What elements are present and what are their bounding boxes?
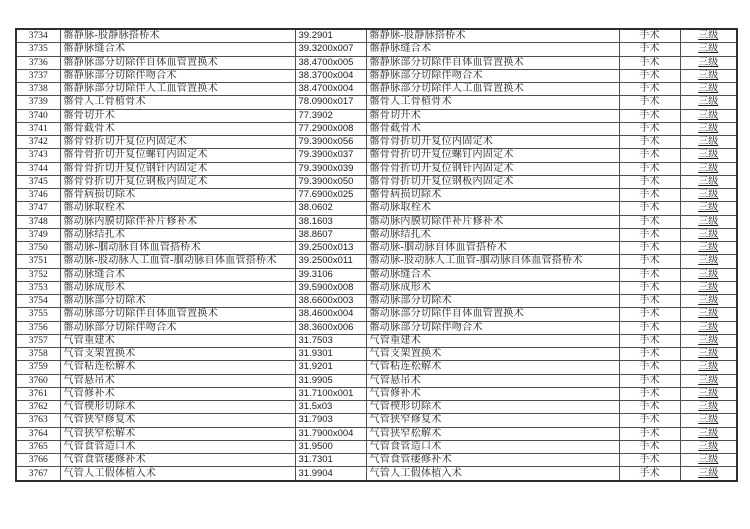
- level-cell: 三级: [680, 96, 737, 109]
- procedure-name-repeat-cell: 髂动脉部分切除术: [366, 295, 619, 308]
- level-cell: 三级: [680, 122, 737, 135]
- table-row: [16, 215, 737, 228]
- procedure-name-repeat-cell: 髂静脉部分切除伴自体血管置换术: [366, 56, 619, 69]
- procedure-name-cell: 髂骨骨折切开复位钢板内固定术: [60, 175, 295, 188]
- level-cell: 三级: [680, 348, 737, 361]
- table-row: [16, 414, 737, 427]
- procedure-name-cell: 气管修补术: [60, 387, 295, 400]
- seq-cell: 3747: [16, 202, 60, 215]
- seq-cell: 3738: [16, 83, 60, 96]
- level-cell: 三级: [680, 281, 737, 294]
- level-cell: 三级: [680, 162, 737, 175]
- code-cell: 39.2500x011: [295, 255, 366, 268]
- procedure-name-cell: 气管悬吊术: [60, 374, 295, 387]
- category-cell: 手术: [619, 334, 680, 347]
- code-cell: 38.4700x004: [295, 83, 366, 96]
- seq-cell: 3761: [16, 387, 60, 400]
- category-cell: 手术: [619, 149, 680, 162]
- procedure-name-cell: 髂动脉部分切除术: [60, 295, 295, 308]
- level-cell: 三级: [680, 149, 737, 162]
- level-cell: 三级: [680, 295, 737, 308]
- level-cell: 三级: [680, 467, 737, 481]
- procedure-name-cell: 气管楔形切除术: [60, 401, 295, 414]
- category-cell: 手术: [619, 228, 680, 241]
- procedure-name-repeat-cell: 气管重建术: [366, 334, 619, 347]
- level-cell: 三级: [680, 56, 737, 69]
- category-cell: 手术: [619, 440, 680, 453]
- table-row: [16, 175, 737, 188]
- table-row: [16, 56, 737, 69]
- procedure-name-repeat-cell: 髂动脉取栓术: [366, 202, 619, 215]
- code-cell: 38.3600x006: [295, 321, 366, 334]
- seq-cell: 3746: [16, 189, 60, 202]
- table-row: [16, 440, 737, 453]
- procedure-name-cell: 气管狭窄修复术: [60, 414, 295, 427]
- procedure-name-repeat-cell: 气管粘连松解术: [366, 361, 619, 374]
- procedure-name-cell: 气管食管造口术: [60, 440, 295, 453]
- seq-cell: 3750: [16, 242, 60, 255]
- procedure-name-cell: 髂骨病损切除术: [60, 189, 295, 202]
- code-cell: 39.3106: [295, 268, 366, 281]
- seq-cell: 3736: [16, 56, 60, 69]
- seq-cell: 3762: [16, 401, 60, 414]
- seq-cell: 3740: [16, 109, 60, 122]
- level-cell: 三级: [680, 374, 737, 387]
- procedure-name-cell: 髂静脉部分切除伴吻合术: [60, 69, 295, 82]
- procedure-name-repeat-cell: 气管食管瘘修补术: [366, 454, 619, 467]
- category-cell: 手术: [619, 308, 680, 321]
- code-cell: 79.3900x037: [295, 149, 366, 162]
- category-cell: 手术: [619, 29, 680, 43]
- level-cell: 三级: [680, 427, 737, 440]
- procedure-name-cell: 髂动脉-腘动脉自体血管搭桥术: [60, 242, 295, 255]
- procedure-name-cell: 髂动脉内膜切除伴补片修补术: [60, 215, 295, 228]
- table-row: [16, 149, 737, 162]
- seq-cell: 3766: [16, 454, 60, 467]
- code-cell: 79.3900x056: [295, 136, 366, 149]
- seq-cell: 3764: [16, 427, 60, 440]
- category-cell: 手术: [619, 43, 680, 56]
- seq-cell: 3765: [16, 440, 60, 453]
- procedure-name-repeat-cell: 髂骨切开术: [366, 109, 619, 122]
- level-cell: 三级: [680, 109, 737, 122]
- level-cell: 三级: [680, 228, 737, 241]
- procedure-name-repeat-cell: 髂骨截骨术: [366, 122, 619, 135]
- procedure-name-repeat-cell: 髂骨骨折切开复位内固定术: [366, 136, 619, 149]
- procedure-name-repeat-cell: 髂静脉部分切除伴吻合术: [366, 69, 619, 82]
- level-cell: 三级: [680, 321, 737, 334]
- category-cell: 手术: [619, 69, 680, 82]
- table-row: [16, 281, 737, 294]
- table-row: [16, 109, 737, 122]
- category-cell: 手术: [619, 162, 680, 175]
- category-cell: 手术: [619, 427, 680, 440]
- table-row: [16, 228, 737, 241]
- category-cell: 手术: [619, 321, 680, 334]
- procedure-name-repeat-cell: 髂骨病损切除术: [366, 189, 619, 202]
- table-row: [16, 136, 737, 149]
- category-cell: 手术: [619, 122, 680, 135]
- category-cell: 手术: [619, 268, 680, 281]
- procedure-name-cell: 髂静脉-股静脉搭桥术: [60, 29, 295, 43]
- procedure-name-repeat-cell: 髂动脉部分切除伴吻合术: [366, 321, 619, 334]
- seq-cell: 3749: [16, 228, 60, 241]
- table-row: [16, 202, 737, 215]
- code-cell: 31.7100x001: [295, 387, 366, 400]
- level-cell: 三级: [680, 69, 737, 82]
- procedure-name-cell: 髂静脉部分切除伴自体血管置换术: [60, 56, 295, 69]
- procedure-name-repeat-cell: 髂骨骨折切开复位钢板内固定术: [366, 175, 619, 188]
- category-cell: 手术: [619, 255, 680, 268]
- seq-cell: 3755: [16, 308, 60, 321]
- procedure-name-repeat-cell: 髂动脉-腘动脉自体血管搭桥术: [366, 242, 619, 255]
- seq-cell: 3759: [16, 361, 60, 374]
- procedure-name-repeat-cell: 气管人工假体植入术: [366, 467, 619, 481]
- procedure-name-cell: 髂骨人工骨植骨术: [60, 96, 295, 109]
- code-cell: 38.8607: [295, 228, 366, 241]
- category-cell: 手术: [619, 242, 680, 255]
- seq-cell: 3767: [16, 467, 60, 481]
- table-row: [16, 334, 737, 347]
- seq-cell: 3739: [16, 96, 60, 109]
- table-row: [16, 83, 737, 96]
- procedure-name-cell: 髂骨骨折切开复位螺钉内固定术: [60, 149, 295, 162]
- seq-cell: 3743: [16, 149, 60, 162]
- procedure-name-repeat-cell: 气管修补术: [366, 387, 619, 400]
- level-cell: 三级: [680, 361, 737, 374]
- seq-cell: 3760: [16, 374, 60, 387]
- seq-cell: 3751: [16, 255, 60, 268]
- level-cell: 三级: [680, 334, 737, 347]
- code-cell: 38.4600x004: [295, 308, 366, 321]
- category-cell: 手术: [619, 467, 680, 481]
- category-cell: 手术: [619, 215, 680, 228]
- seq-cell: 3754: [16, 295, 60, 308]
- procedure-name-repeat-cell: 髂动脉成形术: [366, 281, 619, 294]
- seq-cell: 3758: [16, 348, 60, 361]
- category-cell: 手术: [619, 454, 680, 467]
- level-cell: 三级: [680, 43, 737, 56]
- category-cell: 手术: [619, 83, 680, 96]
- code-cell: 39.5900x008: [295, 281, 366, 294]
- code-cell: 38.4700x005: [295, 56, 366, 69]
- table-row: [16, 162, 737, 175]
- procedure-name-repeat-cell: 髂动脉缝合术: [366, 268, 619, 281]
- level-cell: 三级: [680, 189, 737, 202]
- seq-cell: 3753: [16, 281, 60, 294]
- code-cell: 31.7900x004: [295, 427, 366, 440]
- procedure-name-cell: 气管人工假体植入术: [60, 467, 295, 481]
- table-row: [16, 242, 737, 255]
- procedure-name-cell: 髂静脉部分切除伴人工血管置换术: [60, 83, 295, 96]
- procedure-name-cell: 髂骨截骨术: [60, 122, 295, 135]
- level-cell: 三级: [680, 401, 737, 414]
- level-cell: 三级: [680, 255, 737, 268]
- category-cell: 手术: [619, 189, 680, 202]
- procedure-name-cell: 髂动脉部分切除伴吻合术: [60, 321, 295, 334]
- code-cell: 31.7301: [295, 454, 366, 467]
- level-cell: 三级: [680, 175, 737, 188]
- code-cell: 31.9301: [295, 348, 366, 361]
- procedure-name-repeat-cell: 气管狭窄修复术: [366, 414, 619, 427]
- table-row: [16, 374, 737, 387]
- seq-cell: 3745: [16, 175, 60, 188]
- level-cell: 三级: [680, 454, 737, 467]
- level-cell: 三级: [680, 136, 737, 149]
- table-row: [16, 308, 737, 321]
- category-cell: 手术: [619, 387, 680, 400]
- category-cell: 手术: [619, 401, 680, 414]
- table-row: [16, 321, 737, 334]
- level-cell: 三级: [680, 215, 737, 228]
- seq-cell: 3737: [16, 69, 60, 82]
- code-cell: 31.7903: [295, 414, 366, 427]
- table-row: [16, 427, 737, 440]
- level-cell: 三级: [680, 83, 737, 96]
- table-row: [16, 96, 737, 109]
- level-cell: 三级: [680, 268, 737, 281]
- category-cell: 手术: [619, 348, 680, 361]
- category-cell: 手术: [619, 361, 680, 374]
- table-row: [16, 255, 737, 268]
- table-row: [16, 348, 737, 361]
- code-cell: 39.2901: [295, 29, 366, 43]
- code-cell: 77.6900x025: [295, 189, 366, 202]
- level-cell: 三级: [680, 202, 737, 215]
- table-row: [16, 454, 737, 467]
- seq-cell: 3756: [16, 321, 60, 334]
- code-cell: 31.9500: [295, 440, 366, 453]
- procedure-name-cell: 髂骨骨折切开复位内固定术: [60, 136, 295, 149]
- code-cell: 38.6600x003: [295, 295, 366, 308]
- procedure-name-cell: 气管食管瘘修补术: [60, 454, 295, 467]
- procedure-name-cell: 气管重建术: [60, 334, 295, 347]
- code-cell: 31.5x03: [295, 401, 366, 414]
- procedure-name-repeat-cell: 髂动脉内膜切除伴补片修补术: [366, 215, 619, 228]
- code-cell: 77.3902: [295, 109, 366, 122]
- code-cell: 31.9904: [295, 467, 366, 481]
- table-row: [16, 467, 737, 481]
- table-row: [16, 43, 737, 56]
- procedure-table: [15, 28, 738, 482]
- procedure-name-repeat-cell: 髂静脉部分切除伴人工血管置换术: [366, 83, 619, 96]
- procedure-name-repeat-cell: 气管悬吊术: [366, 374, 619, 387]
- table-row: [16, 401, 737, 414]
- level-cell: 三级: [680, 242, 737, 255]
- procedure-name-cell: 髂骨切开术: [60, 109, 295, 122]
- procedure-name-cell: 髂动脉-股动脉人工血管-腘动脉自体血管搭桥术: [60, 255, 295, 268]
- code-cell: 38.1603: [295, 215, 366, 228]
- procedure-name-cell: 髂骨骨折切开复位钢针内固定术: [60, 162, 295, 175]
- code-cell: 79.3900x050: [295, 175, 366, 188]
- code-cell: 31.9201: [295, 361, 366, 374]
- category-cell: 手术: [619, 109, 680, 122]
- table-row: [16, 29, 737, 43]
- code-cell: 39.2500x013: [295, 242, 366, 255]
- level-cell: 三级: [680, 308, 737, 321]
- level-cell: 三级: [680, 387, 737, 400]
- code-cell: 31.9905: [295, 374, 366, 387]
- procedure-table-body: [16, 29, 737, 481]
- code-cell: 31.7503: [295, 334, 366, 347]
- procedure-name-cell: 气管支架置换术: [60, 348, 295, 361]
- table-row: [16, 295, 737, 308]
- procedure-name-repeat-cell: 髂动脉部分切除伴自体血管置换术: [366, 308, 619, 321]
- procedure-name-repeat-cell: 气管楔形切除术: [366, 401, 619, 414]
- procedure-name-cell: 髂动脉取栓术: [60, 202, 295, 215]
- code-cell: 79.3900x039: [295, 162, 366, 175]
- category-cell: 手术: [619, 136, 680, 149]
- procedure-name-repeat-cell: 气管支架置换术: [366, 348, 619, 361]
- table-row: [16, 69, 737, 82]
- seq-cell: 3763: [16, 414, 60, 427]
- code-cell: 39.3200x007: [295, 43, 366, 56]
- procedure-name-cell: 髂静脉缝合术: [60, 43, 295, 56]
- seq-cell: 3752: [16, 268, 60, 281]
- procedure-name-repeat-cell: 髂骨骨折切开复位钢针内固定术: [366, 162, 619, 175]
- seq-cell: 3735: [16, 43, 60, 56]
- procedure-name-repeat-cell: 髂静脉-股静脉搭桥术: [366, 29, 619, 43]
- category-cell: 手术: [619, 295, 680, 308]
- seq-cell: 3742: [16, 136, 60, 149]
- procedure-name-repeat-cell: 髂骨骨折切开复位螺钉内固定术: [366, 149, 619, 162]
- code-cell: 77.2900x008: [295, 122, 366, 135]
- level-cell: 三级: [680, 29, 737, 43]
- procedure-name-cell: 髂动脉缝合术: [60, 268, 295, 281]
- code-cell: 38.0602: [295, 202, 366, 215]
- procedure-name-repeat-cell: 气管食管造口术: [366, 440, 619, 453]
- category-cell: 手术: [619, 374, 680, 387]
- table-row: [16, 268, 737, 281]
- category-cell: 手术: [619, 202, 680, 215]
- seq-cell: 3741: [16, 122, 60, 135]
- table-row: [16, 387, 737, 400]
- seq-cell: 3748: [16, 215, 60, 228]
- category-cell: 手术: [619, 281, 680, 294]
- procedure-name-cell: 髂动脉成形术: [60, 281, 295, 294]
- category-cell: 手术: [619, 414, 680, 427]
- procedure-name-cell: 气管粘连松解术: [60, 361, 295, 374]
- procedure-name-cell: 髂动脉部分切除伴自体血管置换术: [60, 308, 295, 321]
- level-cell: 三级: [680, 440, 737, 453]
- seq-cell: 3744: [16, 162, 60, 175]
- procedure-name-repeat-cell: 髂动脉结扎术: [366, 228, 619, 241]
- procedure-name-repeat-cell: 髂静脉缝合术: [366, 43, 619, 56]
- seq-cell: 3757: [16, 334, 60, 347]
- category-cell: 手术: [619, 56, 680, 69]
- category-cell: 手术: [619, 175, 680, 188]
- table-row: [16, 122, 737, 135]
- procedure-name-cell: 髂动脉结扎术: [60, 228, 295, 241]
- procedure-name-repeat-cell: 气管狭窄松解术: [366, 427, 619, 440]
- code-cell: 38.3700x004: [295, 69, 366, 82]
- seq-cell: 3734: [16, 29, 60, 43]
- table-row: [16, 361, 737, 374]
- procedure-name-repeat-cell: 髂动脉-股动脉人工血管-腘动脉自体血管搭桥术: [366, 255, 619, 268]
- procedure-name-repeat-cell: 髂骨人工骨植骨术: [366, 96, 619, 109]
- table-row: [16, 189, 737, 202]
- procedure-name-cell: 气管狭窄松解术: [60, 427, 295, 440]
- level-cell: 三级: [680, 414, 737, 427]
- category-cell: 手术: [619, 96, 680, 109]
- code-cell: 78.0900x017: [295, 96, 366, 109]
